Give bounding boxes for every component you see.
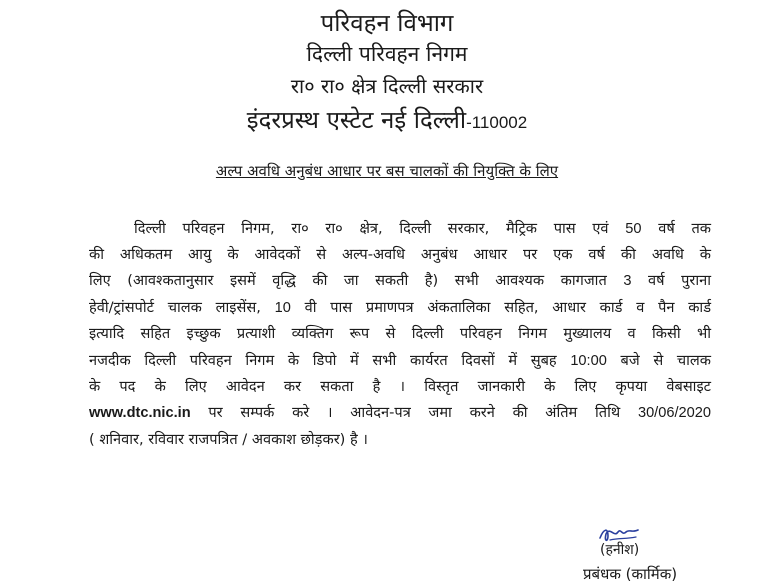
- body-line-1: [134, 219, 711, 239]
- body-line-7: के पद के लिए आवेदन कर सकता है । विस्तृत जानकारी के लिए कृपया वेबसाइट: [89, 378, 711, 395]
- notice-subject: अल्प अवधि अनुबंध आधार पर बस चालकों की नियुक्ति के लिए: [215, 162, 559, 180]
- body-line-5: इत्यादि सहित इच्छुक प्रत्याशी व्यक्तिग रूप से दिल्ली परिवहन निगम मुख्यालय व किसी भी: [89, 325, 711, 342]
- header-pincode: -110002: [466, 113, 528, 132]
- body-line-4: [89, 298, 711, 318]
- header-address-text: इंदरप्रस्थ एस्टेट नई दिल्ली: [246, 106, 467, 134]
- body-text: वी पास प्रमाणपत्र अंकतालिका सहित, आधार कार्ड व पैन कार्ड: [304, 299, 712, 316]
- header-organization: दिल्ली परिवहन निगम: [306, 42, 468, 66]
- header-address: [0, 103, 774, 136]
- signatory-designation: प्रबंधक (कार्मिक): [583, 565, 678, 583]
- body-line-9: ( शनिवार, रविवार राजपत्रित / अवकाश छोड़कर) है ।: [89, 431, 368, 448]
- body-text: नजदीक दिल्ली परिवहन निगम के डिपो में सभी कार्यरत दिवसों में सुबह: [89, 352, 557, 369]
- max-age-value: 50: [625, 221, 642, 237]
- body-line-3: [89, 271, 711, 291]
- body-line-2: की अधिकतम आयु के आवेदकों से अल्प-अवधि अनुबंध आधार पर एक वर्ष की अवधि के: [89, 246, 711, 263]
- body-text: वर्ष तक: [658, 220, 712, 237]
- last-date: 30/06/2020: [637, 405, 711, 421]
- license-age-value: 3: [623, 273, 632, 289]
- body-text: वर्ष पुराना: [648, 272, 712, 289]
- header-government: रा० रा० क्षेत्र दिल्ली सरकार: [290, 74, 484, 98]
- body-text: हेवी/ट्रांसपोर्ट चालक लाइसेंस,: [89, 299, 261, 316]
- signatory-name: (हनीश): [600, 542, 640, 558]
- class-value: 10: [274, 300, 291, 316]
- body-text: पर सम्पर्क करे । आवेदन-पत्र जमा करने की अंतिम तिथि: [208, 404, 621, 421]
- body-line-6: [89, 351, 711, 371]
- body-text: बजे से चालक: [620, 352, 711, 369]
- body-line-8: [89, 403, 711, 423]
- reporting-time: 10:00: [570, 353, 607, 369]
- header-department: परिवहन विभाग: [320, 9, 454, 37]
- website-link[interactable]: www.dtc.nic.in: [89, 405, 191, 421]
- body-text: दिल्ली परिवहन निगम, रा० रा० क्षेत्र, दिल्ली सरकार, मैट्रिक पास एवं: [134, 220, 609, 237]
- body-text: लिए (आवश्कतानुसार इसमें वृद्धि की जा सकती है) सभी आवश्यक कागजात: [89, 272, 607, 289]
